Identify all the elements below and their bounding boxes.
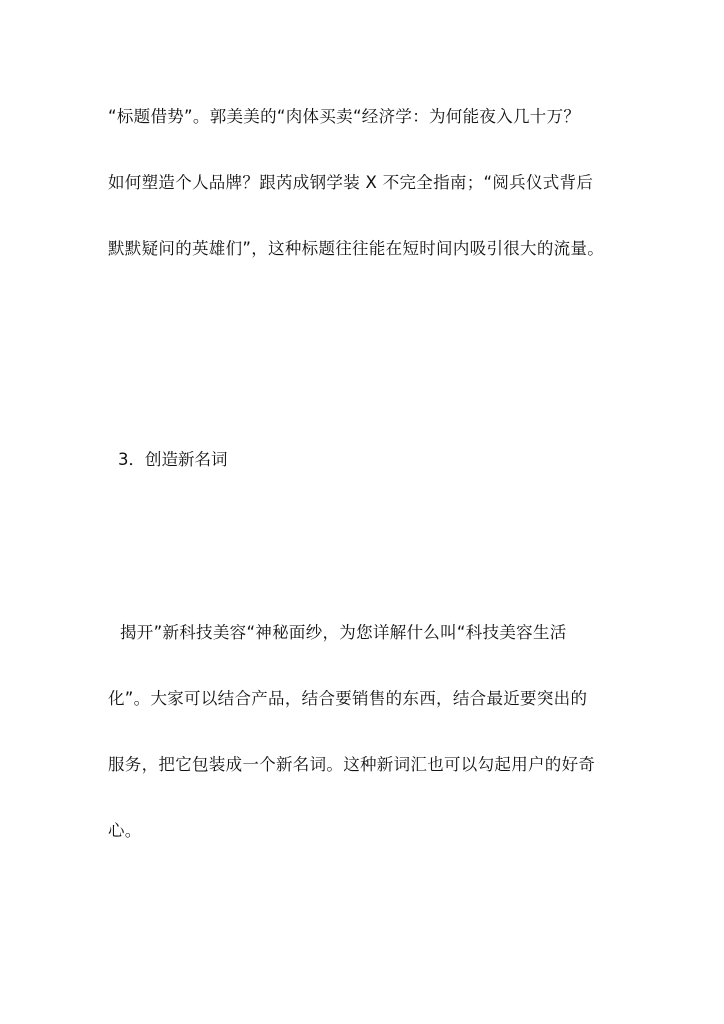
paragraph-line: 服务，把它包装成一个新名词。这种新词汇也可以勾起用户的好奇	[108, 755, 596, 774]
paragraph-line: 揭开”新科技美容“神秘面纱，为您详解什么叫“科技美容生活	[120, 623, 567, 642]
paragraph-line: 化”。大家可以结合产品，结合要销售的东西，结合最近要突出的	[108, 689, 588, 708]
section-heading: 3．创造新名词	[118, 450, 228, 469]
paragraph-line: 如何塑造个人品牌？跟芮成钢学装 X 不完全指南；“阅兵仪式背后	[108, 173, 594, 192]
paragraph-new-terms	[108, 600, 628, 864]
paragraph-line: “标题借势”。郭美美的“肉体买卖“经济学：为何能夜入几十万？	[108, 107, 581, 126]
paragraph-line: 心。	[108, 821, 142, 840]
paragraph-title-borrowing	[108, 84, 628, 282]
paragraph-line: 默默疑问的英雄们”，这种标题往往能在短时间内吸引很大的流量。	[108, 239, 605, 258]
